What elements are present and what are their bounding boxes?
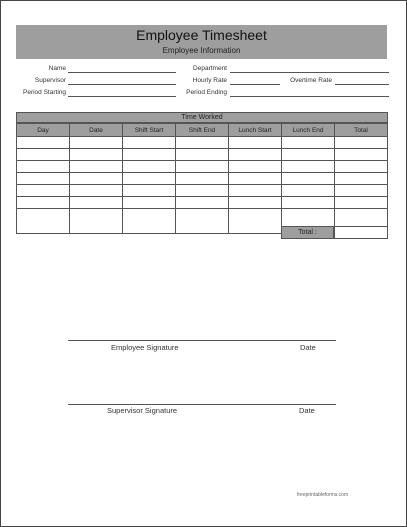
table-cell[interactable] bbox=[123, 209, 176, 234]
employee-date-label: Date bbox=[300, 343, 316, 352]
table-cell[interactable] bbox=[176, 149, 229, 161]
col-header-lunch-start: Lunch Start bbox=[229, 124, 282, 137]
hourly-rate-label: Hourly Rate bbox=[192, 77, 227, 84]
hourly-rate-field[interactable] bbox=[230, 84, 280, 85]
form-subtitle: Employee Information bbox=[162, 46, 241, 55]
table-cell[interactable] bbox=[282, 197, 335, 209]
table-cell[interactable] bbox=[123, 197, 176, 209]
supervisor-signature-line[interactable] bbox=[68, 404, 336, 405]
table-cell[interactable] bbox=[70, 197, 123, 209]
period-ending-label: Period Ending bbox=[186, 89, 227, 96]
table-cell[interactable] bbox=[335, 161, 388, 173]
table-cell[interactable] bbox=[335, 137, 388, 149]
table-cell[interactable] bbox=[229, 185, 282, 197]
supervisor-label: Supervisor bbox=[34, 77, 66, 84]
table-cell[interactable] bbox=[282, 161, 335, 173]
overtime-rate-field[interactable] bbox=[335, 84, 389, 85]
col-header-lunch-end: Lunch End bbox=[282, 124, 335, 137]
table-cell[interactable] bbox=[17, 149, 70, 161]
time-table bbox=[16, 123, 388, 234]
table-cell[interactable] bbox=[176, 161, 229, 173]
table-cell[interactable] bbox=[176, 209, 229, 234]
table-cell[interactable] bbox=[176, 173, 229, 185]
table-cell[interactable] bbox=[335, 197, 388, 209]
table-row bbox=[17, 173, 388, 185]
table-cell[interactable] bbox=[229, 173, 282, 185]
form-title: Employee Timesheet bbox=[136, 27, 267, 43]
table-cell[interactable] bbox=[282, 149, 335, 161]
col-header-shift-start: Shift Start bbox=[123, 124, 176, 137]
table-cell[interactable] bbox=[70, 137, 123, 149]
table-cell[interactable] bbox=[176, 197, 229, 209]
name-field[interactable] bbox=[68, 72, 176, 73]
total-label: Total : bbox=[281, 226, 334, 239]
form-header bbox=[16, 25, 387, 59]
table-cell[interactable] bbox=[70, 149, 123, 161]
employee-signature-label: Employee Signature bbox=[111, 343, 179, 352]
col-header-shift-end: Shift End bbox=[176, 124, 229, 137]
table-row bbox=[17, 185, 388, 197]
table-cell[interactable] bbox=[229, 161, 282, 173]
table-cell[interactable] bbox=[229, 209, 282, 234]
table-cell[interactable] bbox=[17, 137, 70, 149]
table-row bbox=[17, 197, 388, 209]
supervisor-date-label: Date bbox=[299, 406, 315, 415]
col-header-day: Day bbox=[17, 124, 70, 137]
table-cell[interactable] bbox=[123, 149, 176, 161]
department-field[interactable] bbox=[230, 72, 389, 73]
table-row bbox=[17, 161, 388, 173]
table-cell[interactable] bbox=[70, 161, 123, 173]
table-cell[interactable] bbox=[282, 185, 335, 197]
col-header-total: Total bbox=[335, 124, 388, 137]
table-cell[interactable] bbox=[335, 149, 388, 161]
overtime-rate-label: Overtime Rate bbox=[290, 77, 332, 84]
table-cell[interactable] bbox=[123, 173, 176, 185]
period-starting-field[interactable] bbox=[68, 96, 176, 97]
table-cell[interactable] bbox=[70, 209, 123, 234]
employee-signature-line[interactable] bbox=[68, 340, 336, 341]
table-cell[interactable] bbox=[176, 185, 229, 197]
table-cell[interactable] bbox=[335, 173, 388, 185]
table-cell[interactable] bbox=[17, 185, 70, 197]
table-cell[interactable] bbox=[70, 173, 123, 185]
supervisor-field[interactable] bbox=[68, 84, 176, 85]
period-starting-label: Period Starting bbox=[23, 89, 66, 96]
table-header-row bbox=[17, 124, 388, 137]
table-cell[interactable] bbox=[123, 185, 176, 197]
table-cell[interactable] bbox=[17, 209, 70, 234]
table-cell[interactable] bbox=[335, 185, 388, 197]
table-cell[interactable] bbox=[282, 173, 335, 185]
table-cell[interactable] bbox=[229, 137, 282, 149]
total-field[interactable] bbox=[334, 226, 388, 239]
table-cell[interactable] bbox=[229, 149, 282, 161]
col-header-date: Date bbox=[70, 124, 123, 137]
supervisor-signature-label: Supervisor Signature bbox=[107, 406, 178, 415]
table-cell[interactable] bbox=[176, 137, 229, 149]
table-cell[interactable] bbox=[70, 185, 123, 197]
table-cell[interactable] bbox=[282, 137, 335, 149]
footer-credit: freeprintableforms.com bbox=[297, 492, 349, 498]
department-label: Department bbox=[193, 65, 227, 72]
table-cell[interactable] bbox=[17, 197, 70, 209]
name-label: Name bbox=[48, 65, 66, 72]
table-cell[interactable] bbox=[17, 173, 70, 185]
time-worked-header: Time Worked bbox=[16, 112, 388, 123]
table-row bbox=[17, 137, 388, 149]
table-cell[interactable] bbox=[229, 197, 282, 209]
table-cell[interactable] bbox=[123, 137, 176, 149]
table-cell[interactable] bbox=[17, 161, 70, 173]
table-row bbox=[17, 149, 388, 161]
period-ending-field[interactable] bbox=[230, 96, 389, 97]
table-cell[interactable] bbox=[123, 161, 176, 173]
